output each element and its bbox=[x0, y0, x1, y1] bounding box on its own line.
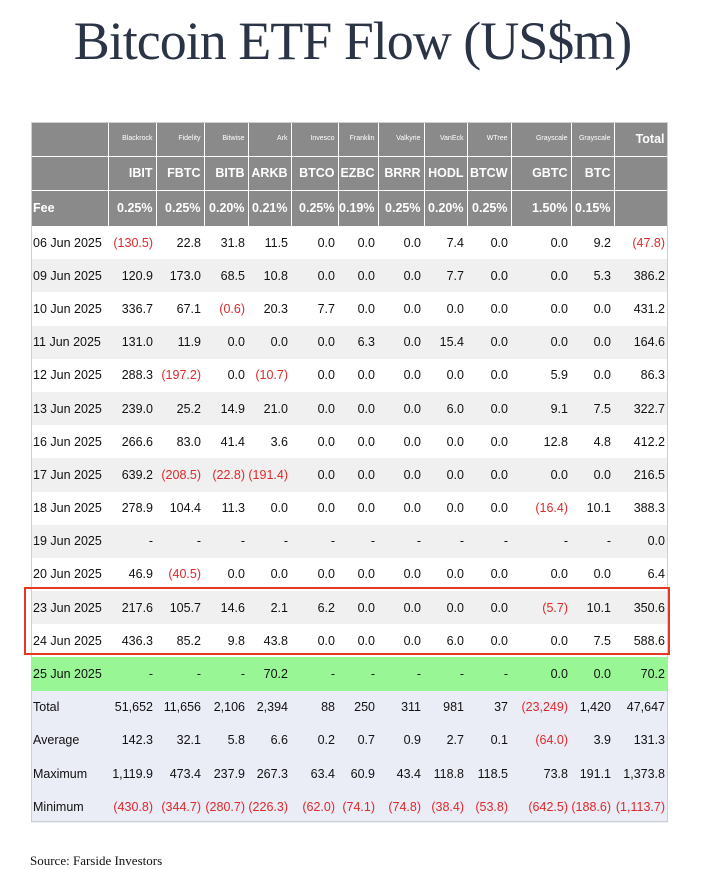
flow-value-cell: 70.2 bbox=[248, 657, 291, 690]
flow-value-cell: 104.4 bbox=[156, 492, 204, 525]
summary-value-cell: 5.8 bbox=[204, 724, 248, 757]
summary-value-cell: 63.4 bbox=[291, 757, 338, 790]
flow-value-cell: 288.3 bbox=[108, 359, 156, 392]
date-cell: 18 Jun 2025 bbox=[31, 492, 108, 525]
flow-value-cell: (16.4) bbox=[511, 492, 571, 525]
summary-value-cell: 3.9 bbox=[571, 724, 614, 757]
flow-value-cell: 15.4 bbox=[424, 326, 467, 359]
flow-value-cell: 0.0 bbox=[378, 558, 424, 591]
flow-value-cell: 0.0 bbox=[378, 591, 424, 624]
flow-value-cell: 0.0 bbox=[511, 226, 571, 259]
flow-value-cell: 0.0 bbox=[378, 492, 424, 525]
summary-value-cell: 267.3 bbox=[248, 757, 291, 790]
summary-value-cell: 981 bbox=[424, 691, 467, 724]
flow-value-cell: 41.4 bbox=[204, 425, 248, 458]
flow-value-cell: - bbox=[338, 657, 378, 690]
flow-value-cell: 0.0 bbox=[467, 292, 511, 325]
flow-value-cell: 0.0 bbox=[467, 558, 511, 591]
row-total-cell: 350.6 bbox=[614, 591, 668, 624]
flow-value-cell: - bbox=[378, 525, 424, 558]
ticker-header-cell: GBTC bbox=[511, 156, 571, 190]
ticker-header-cell: IBIT bbox=[108, 156, 156, 190]
summary-value-cell: 0.1 bbox=[467, 724, 511, 757]
flow-value-cell: 10.1 bbox=[571, 492, 614, 525]
flow-value-cell: 0.0 bbox=[511, 558, 571, 591]
flow-value-cell: 131.0 bbox=[108, 326, 156, 359]
flow-value-cell: 0.0 bbox=[467, 326, 511, 359]
flow-value-cell: - bbox=[378, 657, 424, 690]
flow-value-cell: 239.0 bbox=[108, 392, 156, 425]
fee-cell: 0.21% bbox=[248, 190, 291, 226]
issuer-header-cell: Bitwise bbox=[204, 122, 248, 156]
summary-value-cell: (430.8) bbox=[108, 790, 156, 823]
flow-value-cell: 0.0 bbox=[338, 292, 378, 325]
row-total-cell: 0.0 bbox=[614, 525, 668, 558]
flow-value-cell: 0.0 bbox=[511, 292, 571, 325]
issuer-header-cell: Franklin bbox=[338, 122, 378, 156]
flow-value-cell: 266.6 bbox=[108, 425, 156, 458]
flow-value-cell: 68.5 bbox=[204, 259, 248, 292]
summary-value-cell: (188.6) bbox=[571, 790, 614, 823]
flow-value-cell: 0.0 bbox=[571, 292, 614, 325]
summary-value-cell: (23,249) bbox=[511, 691, 571, 724]
table-row bbox=[31, 359, 668, 392]
flow-value-cell: (0.6) bbox=[204, 292, 248, 325]
flow-value-cell: 0.0 bbox=[511, 326, 571, 359]
summary-label-cell: Average bbox=[31, 724, 108, 757]
flow-value-cell: 10.8 bbox=[248, 259, 291, 292]
issuer-header-cell: Invesco bbox=[291, 122, 338, 156]
flow-value-cell: 0.0 bbox=[204, 326, 248, 359]
flow-value-cell: 0.0 bbox=[291, 326, 338, 359]
flow-value-cell: 9.1 bbox=[511, 392, 571, 425]
flow-value-cell: (22.8) bbox=[204, 458, 248, 491]
ticker-header-cell: EZBC bbox=[338, 156, 378, 190]
flow-value-cell: 0.0 bbox=[467, 591, 511, 624]
flow-value-cell: 639.2 bbox=[108, 458, 156, 491]
row-total-cell: 388.3 bbox=[614, 492, 668, 525]
summary-value-cell: (344.7) bbox=[156, 790, 204, 823]
flow-value-cell: 3.6 bbox=[248, 425, 291, 458]
fee-cell: 0.19% bbox=[338, 190, 378, 226]
flow-value-cell: 6.2 bbox=[291, 591, 338, 624]
date-cell: 09 Jun 2025 bbox=[31, 259, 108, 292]
ticker-header-cell: BTCW bbox=[467, 156, 511, 190]
summary-value-cell: 191.1 bbox=[571, 757, 614, 790]
issuer-header-cell: Blackrock bbox=[108, 122, 156, 156]
flow-value-cell: 67.1 bbox=[156, 292, 204, 325]
flow-value-cell: 0.0 bbox=[291, 624, 338, 657]
fee-cell: 0.20% bbox=[204, 190, 248, 226]
page-title: Bitcoin ETF Flow (US$m) bbox=[73, 11, 632, 71]
summary-value-cell: 60.9 bbox=[338, 757, 378, 790]
summary-value-cell: 11,656 bbox=[156, 691, 204, 724]
summary-value-cell: (38.4) bbox=[424, 790, 467, 823]
flow-value-cell: 0.0 bbox=[511, 657, 571, 690]
flow-value-cell: 0.0 bbox=[291, 359, 338, 392]
flow-value-cell: 14.6 bbox=[204, 591, 248, 624]
date-cell: 25 Jun 2025 bbox=[31, 657, 108, 690]
summary-value-cell: (62.0) bbox=[291, 790, 338, 823]
flow-value-cell: 0.0 bbox=[378, 425, 424, 458]
flow-value-cell: 0.0 bbox=[424, 492, 467, 525]
fee-cell: 0.25% bbox=[156, 190, 204, 226]
date-cell: 23 Jun 2025 bbox=[31, 591, 108, 624]
flow-value-cell: 6.0 bbox=[424, 392, 467, 425]
ticker-header-cell: BTC bbox=[571, 156, 614, 190]
summary-value-cell: 0.2 bbox=[291, 724, 338, 757]
flow-value-cell: 0.0 bbox=[204, 359, 248, 392]
date-cell: 19 Jun 2025 bbox=[31, 525, 108, 558]
flow-value-cell: 0.0 bbox=[467, 226, 511, 259]
flow-value-cell: 0.0 bbox=[338, 259, 378, 292]
row-total-cell: 588.6 bbox=[614, 624, 668, 657]
flow-value-cell: 22.8 bbox=[156, 226, 204, 259]
summary-value-cell: 2.7 bbox=[424, 724, 467, 757]
flow-value-cell: - bbox=[467, 657, 511, 690]
fee-total-blank-cell bbox=[614, 190, 668, 226]
table-row bbox=[31, 326, 668, 359]
ticker-header-row bbox=[31, 156, 668, 190]
ticker-header-cell: FBTC bbox=[156, 156, 204, 190]
flow-value-cell: 21.0 bbox=[248, 392, 291, 425]
flow-value-cell: 278.9 bbox=[108, 492, 156, 525]
flow-value-cell: 173.0 bbox=[156, 259, 204, 292]
flow-value-cell: - bbox=[511, 525, 571, 558]
flow-value-cell: 0.0 bbox=[338, 458, 378, 491]
header-corner-cell bbox=[31, 122, 108, 156]
flow-value-cell: - bbox=[467, 525, 511, 558]
flow-value-cell: 0.0 bbox=[424, 359, 467, 392]
flow-value-cell: 0.0 bbox=[338, 425, 378, 458]
date-cell: 16 Jun 2025 bbox=[31, 425, 108, 458]
flow-value-cell: 11.5 bbox=[248, 226, 291, 259]
summary-value-cell: 311 bbox=[378, 691, 424, 724]
flow-value-cell: 0.0 bbox=[378, 292, 424, 325]
flow-value-cell: 0.0 bbox=[571, 657, 614, 690]
flow-value-cell: 12.8 bbox=[511, 425, 571, 458]
flow-value-cell: 0.0 bbox=[378, 359, 424, 392]
summary-label-cell: Total bbox=[31, 691, 108, 724]
flow-value-cell: 0.0 bbox=[571, 359, 614, 392]
flow-value-cell: 9.8 bbox=[204, 624, 248, 657]
fee-cell: 0.25% bbox=[291, 190, 338, 226]
table-row bbox=[31, 458, 668, 491]
flow-value-cell: 0.0 bbox=[424, 558, 467, 591]
row-total-cell: 70.2 bbox=[614, 657, 668, 690]
highlight-callout-box bbox=[24, 587, 670, 655]
flow-value-cell: 0.0 bbox=[248, 326, 291, 359]
summary-value-cell: 88 bbox=[291, 691, 338, 724]
row-total-cell: 6.4 bbox=[614, 558, 668, 591]
flow-value-cell: 11.3 bbox=[204, 492, 248, 525]
fee-cell: 0.25% bbox=[108, 190, 156, 226]
flow-value-cell: 0.0 bbox=[291, 425, 338, 458]
table-row bbox=[31, 392, 668, 425]
flow-value-cell: 6.0 bbox=[424, 624, 467, 657]
flow-value-cell: 436.3 bbox=[108, 624, 156, 657]
flow-value-cell: 5.3 bbox=[571, 259, 614, 292]
row-total-cell: 164.6 bbox=[614, 326, 668, 359]
flow-value-cell: 25.2 bbox=[156, 392, 204, 425]
fee-cell: 0.15% bbox=[571, 190, 614, 226]
total-header-cell: Total bbox=[614, 122, 668, 156]
fee-cell: 1.50% bbox=[511, 190, 571, 226]
flow-value-cell: 0.0 bbox=[338, 591, 378, 624]
flow-value-cell: 83.0 bbox=[156, 425, 204, 458]
summary-value-cell: 51,652 bbox=[108, 691, 156, 724]
fee-header-row bbox=[31, 190, 668, 226]
summary-value-cell: 1,119.9 bbox=[108, 757, 156, 790]
summary-total-cell: (1,113.7) bbox=[614, 790, 668, 823]
flow-value-cell: (130.5) bbox=[108, 226, 156, 259]
flow-value-cell: 7.5 bbox=[571, 392, 614, 425]
flow-value-cell: 0.0 bbox=[248, 558, 291, 591]
summary-value-cell: 1,420 bbox=[571, 691, 614, 724]
flow-value-cell: (191.4) bbox=[248, 458, 291, 491]
date-cell: 20 Jun 2025 bbox=[31, 558, 108, 591]
flow-value-cell: 2.1 bbox=[248, 591, 291, 624]
table-row bbox=[31, 492, 668, 525]
flow-value-cell: 0.0 bbox=[378, 226, 424, 259]
source-note: Source: Farside Investors bbox=[30, 853, 163, 868]
summary-value-cell: 142.3 bbox=[108, 724, 156, 757]
summary-row bbox=[31, 691, 668, 724]
flow-value-cell: 0.0 bbox=[511, 259, 571, 292]
flow-value-cell: 6.3 bbox=[338, 326, 378, 359]
table-row bbox=[31, 525, 668, 558]
flow-value-cell: - bbox=[204, 525, 248, 558]
ticker-total-blank-cell bbox=[614, 156, 668, 190]
summary-value-cell: (53.8) bbox=[467, 790, 511, 823]
summary-value-cell: 6.6 bbox=[248, 724, 291, 757]
flow-value-cell: 0.0 bbox=[424, 458, 467, 491]
flow-value-cell: 46.9 bbox=[108, 558, 156, 591]
flow-value-cell: 0.0 bbox=[378, 624, 424, 657]
date-cell: 11 Jun 2025 bbox=[31, 326, 108, 359]
flow-value-cell: 0.0 bbox=[338, 624, 378, 657]
summary-value-cell: 118.5 bbox=[467, 757, 511, 790]
summary-value-cell: (74.8) bbox=[378, 790, 424, 823]
flow-value-cell: 10.1 bbox=[571, 591, 614, 624]
flow-value-cell: 0.0 bbox=[571, 458, 614, 491]
flow-value-cell: 105.7 bbox=[156, 591, 204, 624]
summary-row bbox=[31, 724, 668, 757]
date-cell: 13 Jun 2025 bbox=[31, 392, 108, 425]
flow-value-cell: 217.6 bbox=[108, 591, 156, 624]
flow-value-cell: 43.8 bbox=[248, 624, 291, 657]
flow-value-cell: (10.7) bbox=[248, 359, 291, 392]
fee-cell: 0.20% bbox=[424, 190, 467, 226]
flow-value-cell: 0.0 bbox=[378, 392, 424, 425]
table-row bbox=[31, 226, 668, 259]
flow-value-cell: - bbox=[338, 525, 378, 558]
issuer-header-cell: Grayscale bbox=[511, 122, 571, 156]
issuer-header-cell: Ark bbox=[248, 122, 291, 156]
row-total-cell: 216.5 bbox=[614, 458, 668, 491]
fee-cell: 0.25% bbox=[378, 190, 424, 226]
flow-value-cell: 0.0 bbox=[291, 392, 338, 425]
summary-value-cell: 32.1 bbox=[156, 724, 204, 757]
flow-value-cell: 0.0 bbox=[338, 359, 378, 392]
summary-value-cell: 2,106 bbox=[204, 691, 248, 724]
flow-value-cell: 0.0 bbox=[378, 326, 424, 359]
flow-value-cell: 0.0 bbox=[467, 392, 511, 425]
issuer-header-cell: WTree bbox=[467, 122, 511, 156]
summary-value-cell: (642.5) bbox=[511, 790, 571, 823]
flow-value-cell: 4.8 bbox=[571, 425, 614, 458]
flow-value-cell: 85.2 bbox=[156, 624, 204, 657]
flow-value-cell: 0.0 bbox=[291, 558, 338, 591]
issuer-header-cell: Valkyrie bbox=[378, 122, 424, 156]
summary-value-cell: 0.7 bbox=[338, 724, 378, 757]
ticker-header-cell: HODL bbox=[424, 156, 467, 190]
ticker-header-cell: BITB bbox=[204, 156, 248, 190]
ticker-corner-cell bbox=[31, 156, 108, 190]
flow-value-cell: 0.0 bbox=[424, 292, 467, 325]
flow-value-cell: 11.9 bbox=[156, 326, 204, 359]
summary-value-cell: 473.4 bbox=[156, 757, 204, 790]
summary-value-cell: (226.3) bbox=[248, 790, 291, 823]
summary-row bbox=[31, 790, 668, 823]
table-row bbox=[31, 259, 668, 292]
summary-value-cell: 37 bbox=[467, 691, 511, 724]
flow-value-cell: 31.8 bbox=[204, 226, 248, 259]
flow-value-cell: 0.0 bbox=[467, 458, 511, 491]
flow-value-cell: - bbox=[108, 657, 156, 690]
summary-total-cell: 131.3 bbox=[614, 724, 668, 757]
date-cell: 24 Jun 2025 bbox=[31, 624, 108, 657]
flow-value-cell: 0.0 bbox=[571, 558, 614, 591]
flow-value-cell: 0.0 bbox=[291, 259, 338, 292]
summary-label-cell: Minimum bbox=[31, 790, 108, 823]
issuer-header-row bbox=[31, 122, 668, 156]
flow-value-cell: - bbox=[424, 525, 467, 558]
flow-value-cell: - bbox=[424, 657, 467, 690]
summary-value-cell: 2,394 bbox=[248, 691, 291, 724]
summary-value-cell: 250 bbox=[338, 691, 378, 724]
summary-rows bbox=[31, 691, 668, 824]
flow-value-cell: 0.0 bbox=[467, 624, 511, 657]
flow-value-cell: 0.0 bbox=[467, 259, 511, 292]
flow-value-cell: 0.0 bbox=[291, 458, 338, 491]
flow-value-cell: (40.5) bbox=[156, 558, 204, 591]
fee-cell: 0.25% bbox=[467, 190, 511, 226]
date-cell: 10 Jun 2025 bbox=[31, 292, 108, 325]
summary-value-cell: (64.0) bbox=[511, 724, 571, 757]
flow-value-cell: 20.3 bbox=[248, 292, 291, 325]
flow-value-cell: 120.9 bbox=[108, 259, 156, 292]
flow-value-cell: 0.0 bbox=[467, 492, 511, 525]
flow-value-cell: 14.9 bbox=[204, 392, 248, 425]
flow-value-cell: 0.0 bbox=[338, 558, 378, 591]
flow-value-cell: 0.0 bbox=[248, 492, 291, 525]
flow-value-cell: - bbox=[248, 525, 291, 558]
flow-value-cell: 0.0 bbox=[338, 392, 378, 425]
flow-value-cell: 0.0 bbox=[204, 558, 248, 591]
ticker-header-cell: BTCO bbox=[291, 156, 338, 190]
flow-value-cell: (208.5) bbox=[156, 458, 204, 491]
flow-value-cell: 9.2 bbox=[571, 226, 614, 259]
date-cell: 06 Jun 2025 bbox=[31, 226, 108, 259]
row-total-cell: 86.3 bbox=[614, 359, 668, 392]
flow-value-cell: (5.7) bbox=[511, 591, 571, 624]
flow-value-cell: 0.0 bbox=[338, 226, 378, 259]
flow-value-cell: 0.0 bbox=[571, 326, 614, 359]
row-total-cell: 386.2 bbox=[614, 259, 668, 292]
flow-value-cell: 0.0 bbox=[511, 458, 571, 491]
summary-value-cell: (280.7) bbox=[204, 790, 248, 823]
row-total-cell: 322.7 bbox=[614, 392, 668, 425]
row-total-cell: 431.2 bbox=[614, 292, 668, 325]
summary-value-cell: 43.4 bbox=[378, 757, 424, 790]
flow-value-cell: - bbox=[156, 525, 204, 558]
summary-value-cell: 0.9 bbox=[378, 724, 424, 757]
summary-label-cell: Maximum bbox=[31, 757, 108, 790]
flow-value-cell: 0.0 bbox=[424, 591, 467, 624]
issuer-header-cell: Fidelity bbox=[156, 122, 204, 156]
summary-row bbox=[31, 757, 668, 790]
flow-value-cell: 0.0 bbox=[291, 226, 338, 259]
date-cell: 12 Jun 2025 bbox=[31, 359, 108, 392]
etf-flow-table bbox=[31, 122, 669, 823]
flow-value-cell: 7.5 bbox=[571, 624, 614, 657]
flow-value-cell: - bbox=[108, 525, 156, 558]
summary-total-cell: 1,373.8 bbox=[614, 757, 668, 790]
flow-value-cell: 0.0 bbox=[511, 624, 571, 657]
ticker-header-cell: BRRR bbox=[378, 156, 424, 190]
issuer-header-cell: Grayscale bbox=[571, 122, 614, 156]
date-cell: 17 Jun 2025 bbox=[31, 458, 108, 491]
flow-value-cell: 7.4 bbox=[424, 226, 467, 259]
ticker-header-cell: ARKB bbox=[248, 156, 291, 190]
row-total-cell: 412.2 bbox=[614, 425, 668, 458]
summary-value-cell: 73.8 bbox=[511, 757, 571, 790]
flow-value-cell: 0.0 bbox=[338, 492, 378, 525]
flow-value-cell: 0.0 bbox=[291, 492, 338, 525]
flow-value-cell: 0.0 bbox=[467, 425, 511, 458]
flow-value-cell: 0.0 bbox=[467, 359, 511, 392]
flow-value-cell: 336.7 bbox=[108, 292, 156, 325]
flow-value-cell: (197.2) bbox=[156, 359, 204, 392]
table-row bbox=[31, 657, 668, 690]
summary-value-cell: 118.8 bbox=[424, 757, 467, 790]
flow-value-cell: - bbox=[156, 657, 204, 690]
flow-value-cell: 7.7 bbox=[424, 259, 467, 292]
flow-value-cell: 5.9 bbox=[511, 359, 571, 392]
flow-value-cell: 0.0 bbox=[378, 259, 424, 292]
flow-value-cell: 0.0 bbox=[378, 458, 424, 491]
flow-value-cell: - bbox=[291, 657, 338, 690]
fee-label-cell: Fee bbox=[31, 190, 108, 226]
summary-value-cell: (74.1) bbox=[338, 790, 378, 823]
flow-value-cell: - bbox=[571, 525, 614, 558]
flow-value-cell: 0.0 bbox=[424, 425, 467, 458]
issuer-header-cell: VanEck bbox=[424, 122, 467, 156]
table-row bbox=[31, 292, 668, 325]
flow-value-cell: - bbox=[204, 657, 248, 690]
summary-total-cell: 47,647 bbox=[614, 691, 668, 724]
flow-value-cell: - bbox=[291, 525, 338, 558]
row-total-cell: (47.8) bbox=[614, 226, 668, 259]
table-row bbox=[31, 425, 668, 458]
flow-value-cell: 7.7 bbox=[291, 292, 338, 325]
summary-value-cell: 237.9 bbox=[204, 757, 248, 790]
